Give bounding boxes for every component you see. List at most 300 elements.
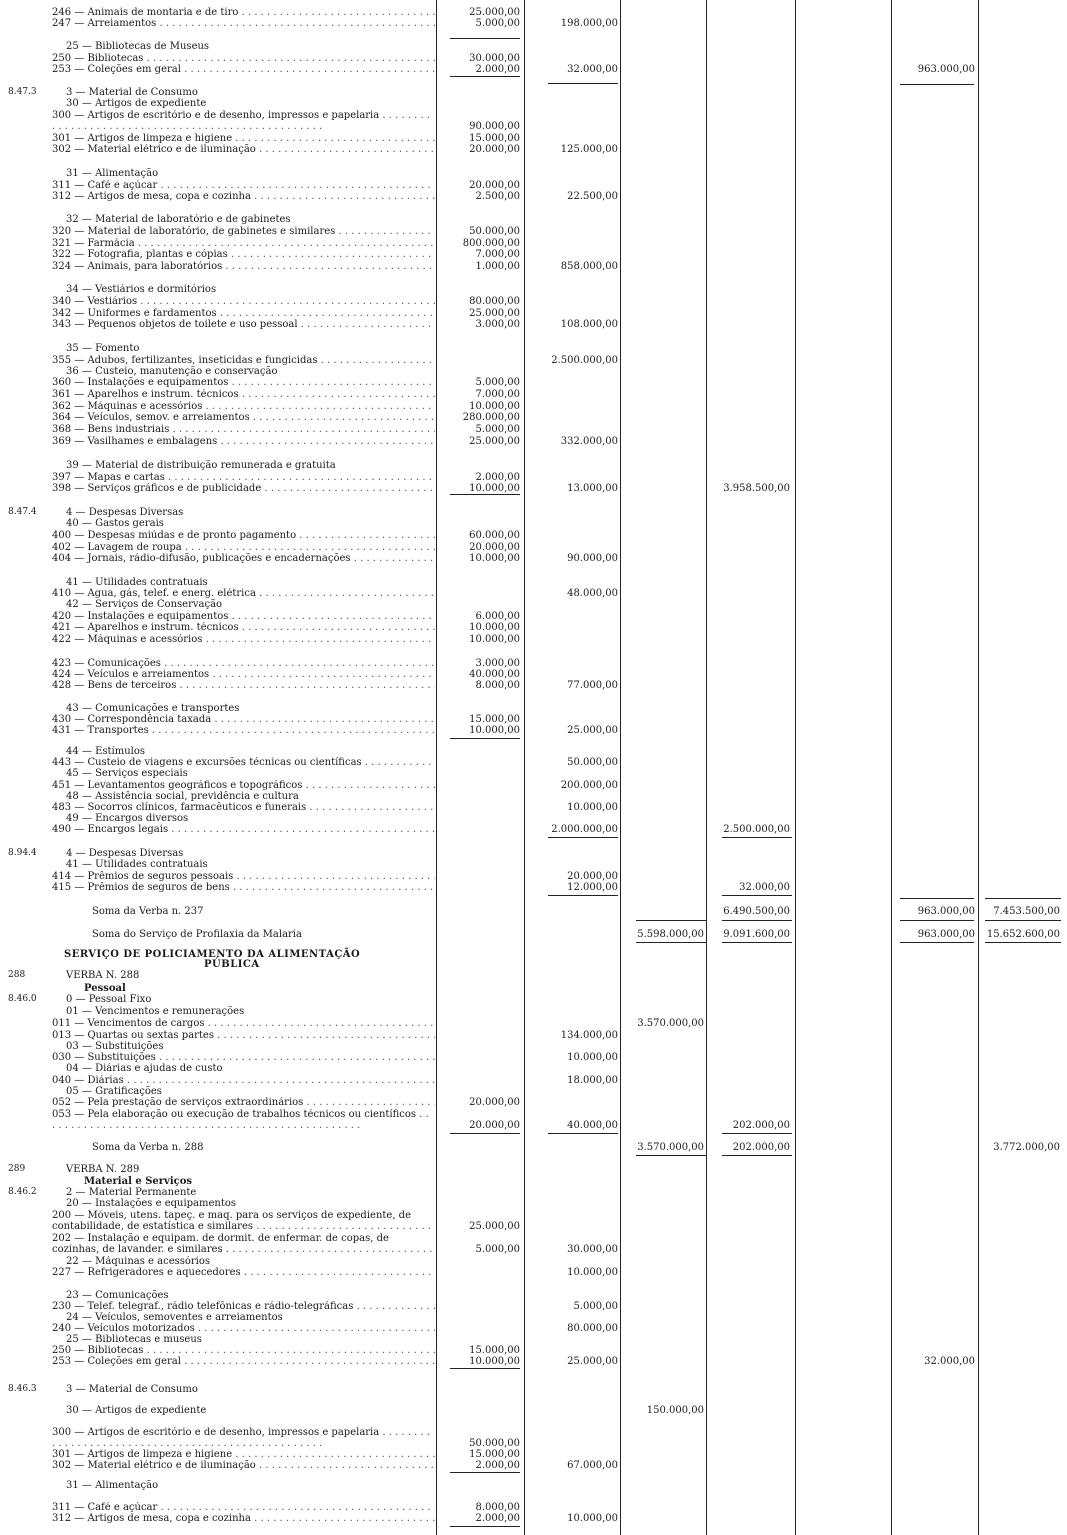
- amount-col-2: 30.000,00: [567, 1244, 618, 1255]
- rubric-code: 289: [8, 1164, 26, 1174]
- row-description: 30 — Artigos de expediente: [66, 98, 207, 109]
- row-description: 343 — Pequenos objetos de toilete e uso pessoal . . .: [52, 319, 435, 330]
- table-row: [0, 970, 1067, 981]
- row-description: 23 — Comunicações: [66, 1290, 169, 1301]
- row-description: 443 — Custeio de viagens e excursões técnicas ou científicas . . .: [52, 757, 435, 768]
- row-description: 41 — Utilidades contratuais: [66, 859, 208, 870]
- row-description: 01 — Vencimentos e remunerações: [66, 1006, 245, 1017]
- amount-col-2: 10.000,00: [567, 802, 618, 813]
- amount-col-1: 5.000,00: [475, 1244, 520, 1255]
- rule: [900, 84, 974, 85]
- amount-col-2: 125.000,00: [560, 144, 618, 155]
- row-description: 20 — Instalações e equipamentos: [66, 1198, 237, 1209]
- row-description: 404 — Jornais, rádio-difusão, publicações e encadernações . . .: [52, 553, 435, 564]
- row-description: 32 — Material de laboratório e de gabinetes: [66, 214, 291, 225]
- table-row: [0, 1427, 1067, 1449]
- amount-col-1: 15.000,00: [469, 133, 520, 144]
- amount-col-2: 200.000,00: [560, 780, 618, 791]
- row-description: 31 — Alimentação: [66, 1480, 159, 1491]
- amount-col-1: 20.000,00: [469, 1097, 520, 1108]
- table-row: [0, 634, 1067, 645]
- table-row: [0, 1256, 1067, 1267]
- table-row: [0, 848, 1067, 859]
- amount-col-1: 10.000,00: [469, 401, 520, 412]
- row-description: 451 — Levantamentos geográficos e topográficos . . .: [52, 780, 435, 791]
- table-row: [0, 1075, 1067, 1086]
- row-description: 415 — Prêmios de seguros de bens . . .: [52, 882, 435, 893]
- amount-col-3: 5.598.000,00: [637, 929, 704, 940]
- row-description: 253 — Coleções em geral . . .: [52, 64, 435, 75]
- row-description: 300 — Artigos de escritório e de desenho, impressos e papelaria . . .: [52, 110, 435, 132]
- row-description: 414 — Prêmios de seguros pessoais . . .: [52, 871, 435, 882]
- table-row: [0, 1052, 1067, 1063]
- amount-col-2: 2.000.000,00: [551, 824, 618, 835]
- table-row: [0, 41, 1067, 52]
- row-description: 2 — Material Permanente: [66, 1187, 197, 1198]
- rule: [985, 920, 1061, 921]
- row-description: 48 — Assistência social, previdência e cultura: [66, 791, 299, 802]
- row-description: 301 — Artigos de limpeza e higiene . . .: [52, 133, 435, 144]
- table-row: [0, 859, 1067, 870]
- table-row: [0, 1449, 1067, 1460]
- table-row: [0, 1164, 1067, 1175]
- row-description: Soma da Verba n. 288: [92, 1142, 204, 1153]
- amount-col-2: 50.000,00: [567, 757, 618, 768]
- row-description: 03 — Substituições: [66, 1041, 164, 1052]
- rule: [722, 920, 792, 921]
- amount-col-2: 13.000,00: [567, 483, 618, 494]
- amount-col-1: 7.000,00: [475, 389, 520, 400]
- table-row: [0, 577, 1067, 588]
- amount-col-4: 9.091.600,00: [723, 929, 790, 940]
- row-description: PÚBLICA: [204, 959, 260, 970]
- amount-col-1: 20.000,00: [469, 180, 520, 191]
- table-row: [0, 611, 1067, 622]
- amount-col-2: 12.000,00: [567, 882, 618, 893]
- row-description: 200 — Móveis, utens. tapeç. e maq. para os serviços de expediente, de contabilidade, de estatística e similares . . .: [52, 1210, 435, 1232]
- amount-col-1: 25.000,00: [469, 7, 520, 18]
- rubric-code: 8.94.4: [8, 848, 37, 858]
- amount-col-2: 90.000,00: [567, 553, 618, 564]
- table-row: [0, 1210, 1067, 1232]
- row-description: 013 — Quartas ou sextas partes . . .: [52, 1030, 435, 1041]
- table-row: [0, 1187, 1067, 1198]
- row-description: 402 — Lavagem de roupa . . .: [52, 542, 435, 553]
- rubric-code: 8.47.4: [8, 507, 37, 517]
- table-row: [0, 1041, 1067, 1052]
- table-row: [0, 757, 1067, 768]
- row-description: 312 — Artigos de mesa, copa e cozinha . . .: [52, 191, 435, 202]
- row-description: 302 — Material elétrico e de iluminação . . .: [52, 1460, 435, 1471]
- table-row: [0, 1460, 1067, 1471]
- table-row: [0, 249, 1067, 260]
- amount-col-2: 2.500.000,00: [551, 355, 618, 366]
- rule: [900, 898, 974, 899]
- rule: [450, 494, 520, 495]
- rule: [985, 898, 1061, 899]
- row-description: 431 — Transportes . . .: [52, 725, 435, 736]
- row-description: SERVIÇO DE POLICIAMENTO DA ALIMENTAÇÃO: [64, 949, 361, 960]
- table-row: [0, 994, 1067, 1005]
- amount-col-2: 48.000,00: [567, 588, 618, 599]
- rule: [722, 895, 792, 896]
- amount-col-1: 15.000,00: [469, 1449, 520, 1460]
- row-description: 25 — Bibliotecas e museus: [66, 1334, 202, 1345]
- table-row: [0, 1086, 1067, 1097]
- amount-col-1: 10.000,00: [469, 483, 520, 494]
- table-row: [0, 959, 1067, 970]
- amount-col-6: 963.000,00: [917, 64, 975, 75]
- row-description: 368 — Bens industriais . . .: [52, 424, 435, 435]
- table-row: [0, 1290, 1067, 1301]
- row-description: 43 — Comunicações e transportes: [66, 703, 240, 714]
- row-description: 30 — Artigos de expediente: [66, 1405, 207, 1416]
- amount-col-2: 22.500,00: [567, 191, 618, 202]
- amount-col-4: 6.490.500,00: [723, 906, 790, 917]
- amount-col-1: 30.000,00: [469, 53, 520, 64]
- amount-col-1: 5.000,00: [475, 424, 520, 435]
- table-row: [0, 1267, 1067, 1278]
- row-description: 302 — Material elétrico e de iluminação . . .: [52, 144, 435, 155]
- amount-col-1: 10.000,00: [469, 725, 520, 736]
- table-row: [0, 424, 1067, 435]
- table-row: [0, 680, 1067, 691]
- table-row: [0, 18, 1067, 29]
- amount-col-2: 77.000,00: [567, 680, 618, 691]
- row-description: 49 — Encargos diversos: [66, 813, 189, 824]
- amount-col-3: 3.570.000,00: [637, 1018, 704, 1029]
- amount-col-1: 40.000,00: [469, 669, 520, 680]
- table-row: [0, 1142, 1067, 1153]
- table-row: [0, 542, 1067, 553]
- table-row: [0, 144, 1067, 155]
- rule: [985, 942, 1061, 943]
- rubric-code: 8.46.0: [8, 994, 37, 1004]
- table-row: [0, 180, 1067, 191]
- row-description: 053 — Pela elaboração ou execução de trabalhos técnicos ou científicos . . .: [52, 1109, 435, 1131]
- row-description: 355 — Adubos, fertilizantes, inseticidas e fungicidas . . .: [52, 355, 435, 366]
- amount-col-1: 2.000,00: [475, 1513, 520, 1524]
- table-row: [0, 746, 1067, 757]
- row-description: 45 — Serviços especiais: [66, 768, 188, 779]
- table-row: [0, 284, 1067, 295]
- row-description: 490 — Encargos legais . . .: [52, 824, 435, 835]
- rule: [636, 920, 706, 921]
- table-row: [0, 98, 1067, 109]
- table-row: [0, 110, 1067, 132]
- amount-col-1: 7.000,00: [475, 249, 520, 260]
- rubric-code: 8.46.2: [8, 1187, 37, 1197]
- table-row: [0, 725, 1067, 736]
- amount-col-1: 20.000,00: [469, 144, 520, 155]
- table-row: [0, 226, 1067, 237]
- amount-col-1: 25.000,00: [469, 1221, 520, 1232]
- amount-col-2: 67.000,00: [567, 1460, 618, 1471]
- amount-col-1: 8.000,00: [475, 680, 520, 691]
- row-description: Material e Serviços: [84, 1176, 193, 1187]
- table-row: [0, 802, 1067, 813]
- rule: [450, 738, 520, 739]
- amount-col-3: 150.000,00: [646, 1405, 704, 1416]
- table-row: [0, 983, 1067, 994]
- amount-col-1: 60.000,00: [469, 530, 520, 541]
- amount-col-2: 25.000,00: [567, 1356, 618, 1367]
- row-description: 311 — Café e açúcar . . .: [52, 180, 435, 191]
- rule: [636, 942, 706, 943]
- table-row: [0, 1198, 1067, 1209]
- table-row: [0, 1097, 1067, 1108]
- amount-col-2: 20.000,00: [567, 871, 618, 882]
- rule: [900, 942, 974, 943]
- table-row: [0, 87, 1067, 98]
- rule: [722, 1133, 792, 1134]
- table-row: [0, 780, 1067, 791]
- row-description: 410 — Água, gás, telef. e energ. elétrica . . .: [52, 588, 435, 599]
- row-description: 301 — Artigos de limpeza e higiene . . .: [52, 1449, 435, 1460]
- row-description: 030 — Substituições . . .: [52, 1052, 435, 1063]
- row-description: 040 — Diárias . . .: [52, 1075, 435, 1086]
- row-description: 364 — Veículos, semov. e arreiamentos . . .: [52, 412, 435, 423]
- table-row: [0, 518, 1067, 529]
- row-description: 240 — Veículos motorizados . . .: [52, 1323, 435, 1334]
- amount-col-4: 202.000,00: [732, 1120, 790, 1131]
- amount-col-6: 963.000,00: [917, 906, 975, 917]
- rule: [548, 895, 618, 896]
- row-description: 428 — Bens de terceiros . . .: [52, 680, 435, 691]
- table-row: [0, 1301, 1067, 1312]
- amount-col-4: 3.958.500,00: [723, 483, 790, 494]
- row-description: 011 — Vencimentos de cargos . . .: [52, 1018, 435, 1029]
- rule: [722, 942, 792, 943]
- table-row: [0, 377, 1067, 388]
- row-description: 22 — Máquinas e acessórios: [66, 1256, 211, 1267]
- rule: [450, 1472, 520, 1473]
- amount-col-4: 32.000,00: [739, 882, 790, 893]
- table-row: [0, 343, 1067, 354]
- table-row: [0, 1312, 1067, 1323]
- amount-col-1: 80.000,00: [469, 296, 520, 307]
- row-description: 423 — Comunicações . . .: [52, 658, 435, 669]
- amount-col-1: 2.000,00: [475, 1460, 520, 1471]
- table-row: [0, 472, 1067, 483]
- amount-col-7: 7.453.500,00: [993, 906, 1060, 917]
- table-row: [0, 483, 1067, 494]
- row-description: 311 — Café e açúcar . . .: [52, 1502, 435, 1513]
- amount-col-2: 858.000,00: [560, 261, 618, 272]
- table-row: [0, 1384, 1067, 1395]
- table-row: [0, 296, 1067, 307]
- table-row: [0, 553, 1067, 564]
- table-row: [0, 191, 1067, 202]
- table-row: [0, 214, 1067, 225]
- amount-col-1: 2.000,00: [475, 64, 520, 75]
- row-description: 340 — Vestiários . . .: [52, 296, 435, 307]
- rule: [900, 920, 974, 921]
- amount-col-1: 10.000,00: [469, 1356, 520, 1367]
- amount-col-7: 3.772.000,00: [993, 1142, 1060, 1153]
- row-description: VERBA N. 288: [66, 970, 140, 981]
- rule: [548, 83, 618, 84]
- table-row: [0, 1334, 1067, 1345]
- row-description: 421 — Aparelhos e instrum. técnicos . . .: [52, 622, 435, 633]
- amount-col-4: 202.000,00: [732, 1142, 790, 1153]
- table-row: [0, 929, 1067, 940]
- row-description: 422 — Máquinas e acessórios . . .: [52, 634, 435, 645]
- row-description: Soma do Serviço de Profilaxia da Malaria: [92, 929, 302, 940]
- row-description: Pessoal: [84, 983, 126, 994]
- row-description: 420 — Instalações e equipamentos . . .: [52, 611, 435, 622]
- amount-col-1: 800.000,00: [462, 238, 520, 249]
- row-description: 40 — Gastos gerais: [66, 518, 164, 529]
- amount-col-1: 50.000,00: [469, 226, 520, 237]
- row-description: 300 — Artigos de escritório e de desenho, impressos e papelaria . . .: [52, 1427, 435, 1449]
- amount-col-1: 90.000,00: [469, 121, 520, 132]
- table-row: [0, 588, 1067, 599]
- table-row: [0, 824, 1067, 835]
- row-description: 3 — Material de Consumo: [66, 1384, 198, 1395]
- row-description: 4 — Despesas Diversas: [66, 848, 184, 859]
- row-description: 3 — Material de Consumo: [66, 87, 198, 98]
- amount-col-1: 15.000,00: [469, 1345, 520, 1356]
- table-row: [0, 168, 1067, 179]
- row-description: 35 — Fomento: [66, 343, 140, 354]
- table-row: [0, 1356, 1067, 1367]
- rubric-code: 8.46.3: [8, 1384, 37, 1394]
- rule: [450, 1526, 520, 1527]
- amount-col-2: 134.000,00: [560, 1030, 618, 1041]
- amount-col-2: 32.000,00: [567, 64, 618, 75]
- row-description: 400 — Despesas miúdas e de pronto pagamento . . .: [52, 530, 435, 541]
- rule: [636, 1155, 706, 1156]
- amount-col-1: 20.000,00: [469, 542, 520, 553]
- row-description: 362 — Máquinas e acessórios . . .: [52, 401, 435, 412]
- amount-col-2: 198.000,00: [560, 18, 618, 29]
- row-description: 44 — Estímulos: [66, 746, 146, 757]
- rule: [450, 1368, 520, 1369]
- amount-col-1: 25.000,00: [469, 308, 520, 319]
- table-row: [0, 401, 1067, 412]
- table-row: [0, 1345, 1067, 1356]
- row-description: 227 — Refrigeradores e aquecedores . . .: [52, 1267, 435, 1278]
- row-description: 397 — Mapas e cartas . . .: [52, 472, 435, 483]
- amount-col-1: 8.000,00: [475, 1502, 520, 1513]
- table-row: [0, 1176, 1067, 1187]
- amount-col-6: 32.000,00: [924, 1356, 975, 1367]
- row-description: 369 — Vasilhames e embalagens . . .: [52, 436, 435, 447]
- table-row: [0, 669, 1067, 680]
- table-row: [0, 319, 1067, 330]
- table-row: [0, 1233, 1067, 1255]
- amount-col-1: 3.000,00: [475, 658, 520, 669]
- row-description: 202 — Instalação e equipam. de dormit. de enfermar. de copas, de cozinhas, de lavander. e similares . . .: [52, 1233, 435, 1255]
- amount-col-1: 10.000,00: [469, 634, 520, 645]
- amount-col-2: 332.000,00: [560, 436, 618, 447]
- row-description: 361 — Aparelhos e instrum. técnicos . . .: [52, 389, 435, 400]
- table-row: [0, 53, 1067, 64]
- amount-col-1: 50.000,00: [469, 1438, 520, 1449]
- row-description: 483 — Socorros clínicos, farmacêuticos e funerais . . .: [52, 802, 435, 813]
- table-row: [0, 622, 1067, 633]
- amount-col-1: 20.000,00: [469, 1120, 520, 1131]
- row-description: 320 — Material de laboratório, de gabinetes e similares . . .: [52, 226, 435, 237]
- row-description: 41 — Utilidades contratuais: [66, 577, 208, 588]
- table-row: [0, 1513, 1067, 1524]
- row-description: 246 — Animais de montaria e de tiro . . .: [52, 7, 435, 18]
- table-row: [0, 460, 1067, 471]
- row-description: 04 — Diárias e ajudas de custo: [66, 1063, 223, 1074]
- table-row: [0, 261, 1067, 272]
- row-description: 360 — Instalações e equipamentos . . .: [52, 377, 435, 388]
- table-row: [0, 1109, 1067, 1131]
- table-row: [0, 507, 1067, 518]
- table-row: [0, 714, 1067, 725]
- table-row: [0, 366, 1067, 377]
- row-description: 253 — Coleções em geral . . .: [52, 1356, 435, 1367]
- table-row: [0, 882, 1067, 893]
- rule: [450, 1133, 520, 1134]
- amount-col-1: 5.000,00: [475, 377, 520, 388]
- table-row: [0, 412, 1067, 423]
- table-row: [0, 703, 1067, 714]
- row-description: 4 — Despesas Diversas: [66, 507, 184, 518]
- rule: [722, 837, 792, 838]
- row-description: 42 — Serviços de Conservação: [66, 599, 223, 610]
- row-description: 312 — Artigos de mesa, copa e cozinha . . .: [52, 1513, 435, 1524]
- amount-col-2: 18.000,00: [567, 1075, 618, 1086]
- table-row: [0, 308, 1067, 319]
- amount-col-2: 10.000,00: [567, 1267, 618, 1278]
- amount-col-1: 6.000,00: [475, 611, 520, 622]
- table-row: [0, 1063, 1067, 1074]
- table-row: [0, 1405, 1067, 1416]
- table-row: [0, 1018, 1067, 1029]
- row-description: 39 — Material de distribuição remunerada e gratuita: [66, 460, 336, 471]
- rubric-code: 8.47.3: [8, 87, 37, 97]
- row-description: 230 — Telef. telegraf., rádio telefônicas e rádio-telegráficas . . .: [52, 1301, 435, 1312]
- amount-col-2: 40.000,00: [567, 1120, 618, 1131]
- table-row: [0, 1502, 1067, 1513]
- table-row: [0, 133, 1067, 144]
- rule: [450, 38, 520, 39]
- amount-col-1: 10.000,00: [469, 622, 520, 633]
- row-description: 25 — Bibliotecas de Museus: [66, 41, 210, 52]
- amount-col-2: 5.000,00: [573, 1301, 618, 1312]
- table-row: [0, 871, 1067, 882]
- amount-col-2: 10.000,00: [567, 1052, 618, 1063]
- table-row: [0, 906, 1067, 917]
- row-description: 34 — Vestiários e dormitórios: [66, 284, 217, 295]
- table-row: [0, 599, 1067, 610]
- table-row: [0, 64, 1067, 75]
- rule: [722, 1155, 792, 1156]
- rule: [450, 76, 520, 77]
- amount-col-1: 10.000,00: [469, 553, 520, 564]
- row-description: 31 — Alimentação: [66, 168, 159, 179]
- row-description: 250 — Bibliotecas . . .: [52, 1345, 435, 1356]
- table-row: [0, 238, 1067, 249]
- amount-col-6: 963.000,00: [917, 929, 975, 940]
- table-row: [0, 658, 1067, 669]
- table-row: [0, 355, 1067, 366]
- amount-col-1: 15.000,00: [469, 714, 520, 725]
- row-description: 0 — Pessoal Fixo: [66, 994, 152, 1005]
- table-row: [0, 813, 1067, 824]
- rubric-code: 288: [8, 970, 26, 980]
- table-row: [0, 1323, 1067, 1334]
- table-row: [0, 389, 1067, 400]
- amount-col-4: 2.500.000,00: [723, 824, 790, 835]
- amount-col-2: 108.000,00: [560, 319, 618, 330]
